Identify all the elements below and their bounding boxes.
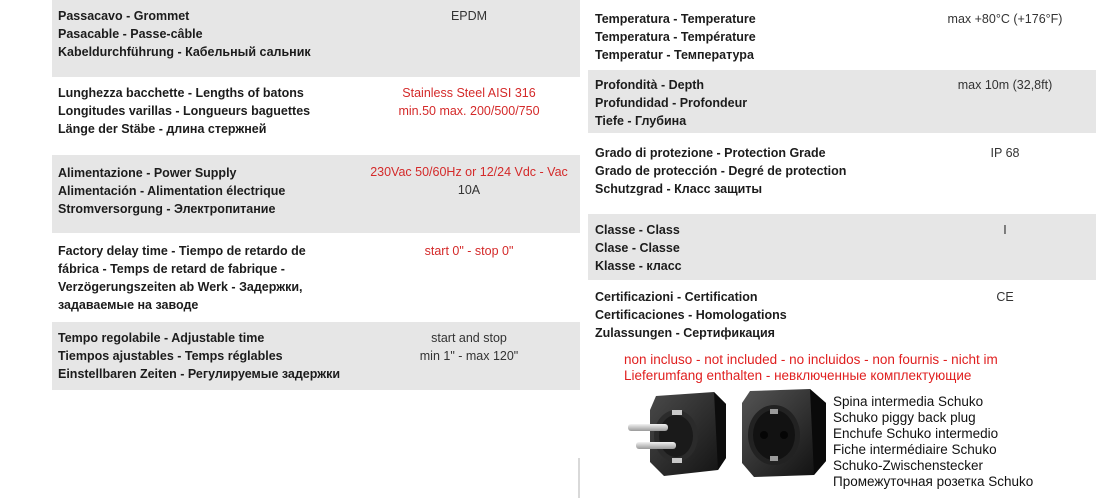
- spec-label-line: Grado de protección - Degré de protection: [595, 164, 847, 179]
- spec-value-line: 10A: [457, 183, 481, 198]
- spec-label: [58, 84, 310, 138]
- spec-value-line: start 0" - stop 0": [424, 244, 514, 258]
- spec-value: [905, 144, 1105, 162]
- accessory-description: [833, 394, 1033, 490]
- spec-value-line: start and stop: [431, 331, 507, 345]
- spec-label: [595, 10, 756, 64]
- spec-label-line: Pasacable - Passe-câble: [58, 27, 203, 42]
- left-spec-row: [52, 322, 580, 390]
- spec-label: [58, 164, 285, 218]
- accessory-line: Промежуточная розетка Schuko: [833, 474, 1034, 490]
- spec-label-line: Einstellbaren Zeiten - Регулируемые задержки: [58, 367, 341, 382]
- column-divider: [578, 458, 580, 498]
- spec-label-line: Stromversorgung - Электропитание: [58, 202, 276, 217]
- right-spec-row: [588, 70, 1096, 133]
- spec-value: [354, 242, 584, 260]
- spec-label-line: Alimentazione - Power Supply: [58, 166, 237, 180]
- spec-label-line: Longitudes varillas - Longueurs baguettes: [58, 104, 311, 119]
- schuko-socket-icon: [736, 385, 832, 485]
- spec-label-line: Schutzgrad - Класс защиты: [595, 182, 763, 197]
- spec-value-line: Stainless Steel AISI 316: [402, 86, 536, 100]
- spec-label-line: Tiefe - Глубина: [595, 114, 687, 129]
- spec-label-line: Klasse - класс: [595, 259, 682, 274]
- left-spec-row: [52, 77, 580, 149]
- spec-label-line: Verzögerungszeiten ab Werk - Задержки,: [58, 280, 303, 295]
- accessory-line: Enchufe Schuko intermedio: [833, 426, 999, 442]
- spec-value: [905, 10, 1105, 28]
- spec-value: [354, 7, 584, 25]
- left-spec-row: [52, 0, 580, 77]
- spec-label-line: Temperatura - Température: [595, 30, 756, 45]
- spec-value-line: I: [1003, 223, 1007, 237]
- not-included-line-2: Lieferumfang enthalten - невключенные комплектующие: [624, 368, 972, 384]
- spec-value: [905, 76, 1105, 94]
- accessory-line: Spina intermedia Schuko: [833, 394, 984, 409]
- spec-label-line: fábrica - Temps de retard de fabrique -: [58, 262, 285, 277]
- spec-value: [354, 163, 584, 199]
- right-spec-row: [588, 282, 1096, 344]
- left-spec-row: [52, 237, 580, 317]
- right-spec-row: [588, 0, 1096, 67]
- not-included-note: [624, 352, 1064, 384]
- spec-label-line: Certificazioni - Certification: [595, 290, 758, 304]
- spec-value-line: max +80°C (+176°F): [947, 12, 1063, 26]
- spec-label-line: Clase - Classe: [595, 241, 680, 256]
- spec-label-line: Passacavo - Grommet: [58, 9, 190, 23]
- spec-label: [595, 144, 846, 198]
- spec-label: [595, 288, 787, 342]
- spec-value: [905, 221, 1105, 239]
- right-spec-row: [588, 138, 1096, 210]
- accessory-line: Schuko piggy back plug: [833, 410, 976, 426]
- spec-label-line: Länge der Stäbe - длина стержней: [58, 122, 267, 137]
- accessory-line: Schuko-Zwischenstecker: [833, 458, 984, 474]
- right-spec-row: [588, 214, 1096, 280]
- spec-label-line: Classe - Class: [595, 223, 680, 237]
- spec-label-line: Factory delay time - Tiempo de retardo de: [58, 244, 306, 258]
- spec-value-line: IP 68: [990, 146, 1020, 160]
- spec-label-line: Alimentación - Alimentation électrique: [58, 184, 286, 199]
- spec-label-line: задаваемые на заводе: [58, 298, 199, 313]
- spec-label-line: Temperatura - Temperature: [595, 12, 756, 26]
- left-spec-row: [52, 155, 580, 233]
- spec-label: [58, 329, 340, 383]
- spec-label-line: Zulassungen - Сертификация: [595, 326, 775, 341]
- accessory-line: Fiche intermédiaire Schuko: [833, 442, 997, 458]
- spec-value-line: max 10m (32,8ft): [957, 78, 1053, 92]
- spec-label: [58, 242, 306, 315]
- spec-label-line: Lunghezza bacchette - Lengths of batons: [58, 86, 304, 100]
- spec-value-line: min.50 max. 200/500/750: [398, 104, 540, 119]
- spec-label-line: Tiempos ajustables - Temps réglables: [58, 349, 283, 364]
- spec-value-line: min 1" - max 120": [419, 349, 519, 364]
- spec-value-line: EPDM: [450, 9, 488, 23]
- spec-label-line: Temperatur - Температура: [595, 48, 754, 63]
- schuko-plug-icon: [626, 388, 734, 488]
- spec-label-line: Certificaciones - Homologations: [595, 308, 787, 323]
- spec-label-line: Profundidad - Profondeur: [595, 96, 748, 111]
- spec-value: [354, 329, 584, 365]
- spec-value-line: CE: [996, 290, 1014, 304]
- not-included-line-1: non incluso - not included - no incluidos - non fournis - nicht im: [624, 352, 998, 367]
- spec-value: [905, 288, 1105, 306]
- spec-label: [595, 76, 747, 130]
- spec-label-line: Kabeldurchführung - Кабельный сальник: [58, 45, 311, 60]
- spec-label-line: Tempo regolabile - Adjustable time: [58, 331, 265, 345]
- spec-label-line: Grado di protezione - Protection Grade: [595, 146, 826, 160]
- spec-value-line: 230Vac 50/60Hz or 12/24 Vdc - Vac: [370, 165, 568, 179]
- spec-value: [354, 84, 584, 120]
- spec-label: [595, 221, 682, 275]
- spec-label: [58, 7, 311, 61]
- spec-label-line: Profondità - Depth: [595, 78, 705, 92]
